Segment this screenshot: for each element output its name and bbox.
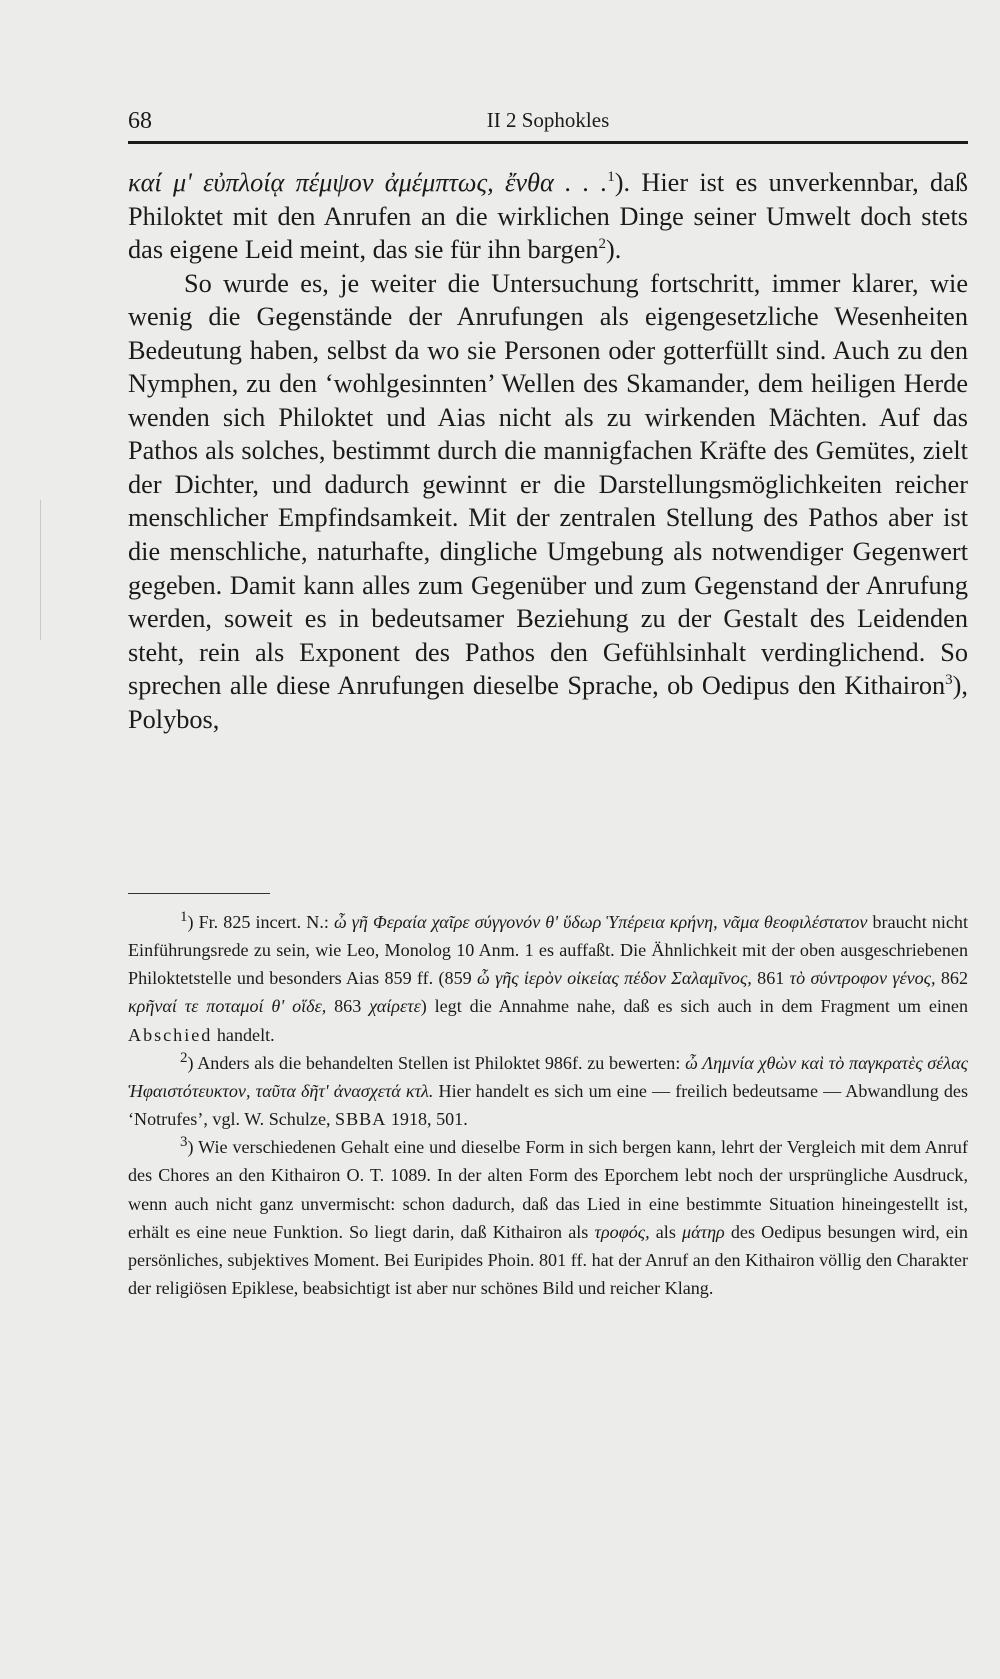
footnote-ref: 2 <box>598 236 607 253</box>
footnote-text: ) Anders als die behandelten Stellen ist Philoktet 986f. zu bewerten: <box>187 1052 686 1073</box>
paragraph-text: ). <box>606 235 622 265</box>
main-text <box>128 166 968 736</box>
greek-quote: τὸ σύντροφον γένος, <box>789 968 936 989</box>
footnote-text: handelt. <box>212 1024 275 1045</box>
page-number: 68 <box>128 108 152 134</box>
footnote-text: Hier handelt es sich um eine — freilich bedeutsame — Abwandlung des ‘Notrufes’, vgl. W. Schulze, <box>128 1080 968 1130</box>
paragraph <box>128 267 968 737</box>
footnote-text: des Oedipus besungen wird, ein persönliches, subjektives Moment. Bei Euripides Phoin. 801 ff. hat der Anruf an den Kithairon völlig den Charakter der religiösen Epiklese, beabsichtigt ist aber nur schönes Bild und reicher Klang. <box>128 1221 968 1299</box>
footnote-number: 2 <box>180 1049 188 1066</box>
greek-quote: χαίρετε <box>369 996 421 1017</box>
page-header <box>128 102 968 138</box>
emphasized-word: Abschied <box>128 1024 213 1045</box>
footnote-text: ) legt die Annahme nahe, daß es sich auch in dem Fragment um einen <box>420 996 968 1017</box>
paragraph-text: ). Hier ist es unverkennbar, daß Philoktet mit den Anrufen an die wirklichen Dinge seiner Umwelt doch stets das eigene Leid meint, das sie für ihn bargen <box>128 168 968 265</box>
header-rule <box>128 141 968 144</box>
footnote-ref: 3 <box>945 672 953 689</box>
paragraph <box>128 166 968 267</box>
greek-quote: κρῆναί τε ποταμοί θ' οἵδε, <box>128 996 327 1017</box>
footnote-text: braucht nicht Einführungsrede zu sein, wie Leo, Monolog 10 Anm. 1 es auffaßt. Die Ähnlichkeit mit der oben ausgeschriebenen Philoktetstelle und besonders Aias 859 ff. (859 <box>128 912 968 989</box>
footnote-number: 1 <box>180 908 188 925</box>
footnote-divider <box>128 893 270 894</box>
footnote-text: als <box>649 1221 683 1242</box>
greek-quote: μάτηρ <box>682 1221 725 1242</box>
footnote-text: ) Fr. 825 incert. N.: <box>187 912 334 932</box>
greek-quote: ὦ γῆς ἱερὸν οἰκείας πέδον Σαλαμῖνος, <box>477 968 752 989</box>
footnote-number: 3 <box>180 1134 188 1151</box>
paragraph-text: So wurde es, je weiter die Untersuchung fortschritt, immer klarer, wie wenig die Gegenstände der Anrufungen als eigengesetzliche Wesenheiten Bedeutung haben, selbst da wo sie Personen oder gotterfüllt sind. Auch zu den Nymphen, zu den ‘wohlgesinnten’ Wellen des Skamander, dem heiligen Herde wenden sich Philoktet und Aias nicht als zu wirkenden Mächten. Auf das Pathos als solches, bestimmt durch die mannigfachen Kräfte des Gemütes, zielt der Dichter, und dadurch gewinnt er die Darstellungsmöglichkeiten reicher menschlicher Empfindsamkeit. Mit der zentralen Stellung des Pathos aber ist die menschliche, naturhafte, dingliche Umgebung als notwendiger Gegenwert gegeben. Damit kann alles zum Gegenüber und zum Gegenstand der Anrufung werden, soweit es in bedeutsamer Beziehung zu der Gestalt des Leidenden steht, rein als Exponent des Pathos den Gefühlsinhalt verdinglichend. So sprechen alle diese Anrufungen dieselbe Sprache, ob Oedipus den Kithairon <box>128 268 968 701</box>
footnotes <box>128 908 968 1302</box>
paragraph-text: ), Polybos, <box>128 671 968 734</box>
footnote-text: 1918, 501. <box>386 1109 468 1130</box>
footnote-text: 862 <box>935 968 968 989</box>
greek-quote: τροφός, <box>594 1221 650 1242</box>
footnote-3 <box>128 1133 968 1302</box>
footnote-1 <box>128 908 968 1049</box>
greek-quote: καί μ' εὐπλοίᾳ πέμψον ἀμέμπτως, ἔνθα . . . <box>128 168 608 197</box>
footnote-text: 863 <box>326 996 370 1017</box>
abbreviation: SBBA <box>335 1109 387 1130</box>
footnote-text: 861 <box>751 968 790 989</box>
margin-mark <box>40 500 41 640</box>
footnote-ref: 1 <box>607 169 615 186</box>
greek-quote: ὦ γῆ Φεραία χαῖρε σύγγονόν θ' ὕδωρ Ὑπέρεια κρήνη, νᾶμα θεοφιλέστατον <box>333 912 868 932</box>
footnote-text: ) Wie verschiedenen Gehalt eine und dieselbe Form in sich bergen kann, lehrt der Vergleich mit dem Anruf des Chores an den Kithairon O. T. 1089. In der alten Form des Eporchem lebt noch der ursprüngliche Ausdruck, wenn auch nicht ganz unvermischt: schon dadurch, daß das Lied in eine bestimmte Situation hineingestellt ist, erhält es eine neue Funktion. So liegt darin, daß Kithairon als <box>128 1137 968 1242</box>
running-title: II 2 Sophokles <box>486 108 610 132</box>
footnote-2 <box>128 1049 968 1133</box>
greek-quote: ὦ Λημνία χθὼν καὶ τὸ παγκρατὲς σέλας Ἡφαιστότευκτον, ταῦτα δῆτ' ἀνασχετά κτλ. <box>128 1052 968 1101</box>
